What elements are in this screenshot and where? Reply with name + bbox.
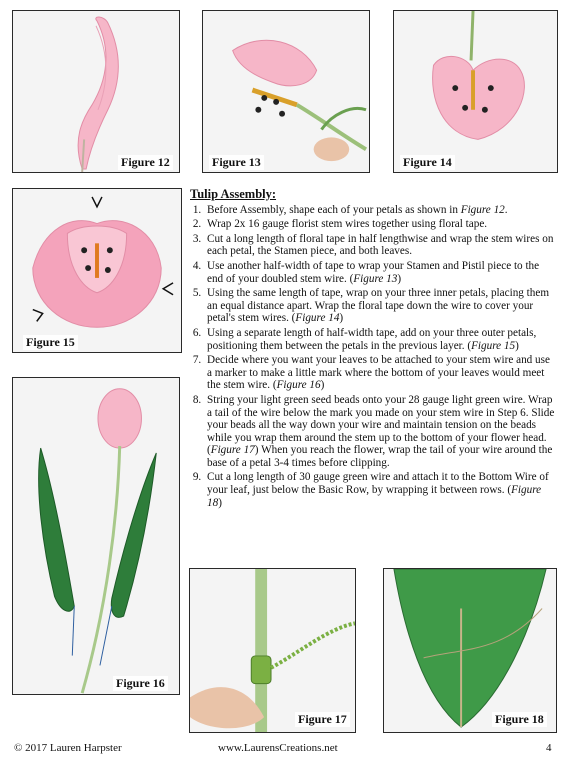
figure-13-caption: Figure 13 [209, 155, 264, 170]
instruction-step [204, 204, 555, 217]
figure-15-photo [12, 188, 182, 353]
section-heading: Tulip Assembly: [190, 187, 277, 201]
instruction-step [204, 471, 555, 509]
figure-15-caption: Figure 15 [23, 335, 78, 350]
figure-14-photo [393, 10, 558, 173]
figure-13-photo [202, 10, 370, 173]
step-text: ) [515, 339, 519, 352]
step-text: String your light green seed beads onto your 28 gauge light green wire. Wrap a tail of the wire below the mark you made on your stem wire in Step 6. Slide your beads all the way down your wire and maintain tension on the beads while you wrap them around the stem up to the bottom of your flower head. ( [207, 393, 555, 457]
step-text: Decide where you want your leaves to be attached to your stem wire and use a marker to make a little mark where the bottom of your leaves would meet the stem wire. ( [207, 354, 550, 392]
figure-16-caption: Figure 16 [113, 676, 168, 691]
figure-reference: Figure 15 [471, 339, 516, 352]
figure-reference: Figure 14 [295, 312, 340, 325]
figure-14-caption: Figure 14 [400, 155, 455, 170]
page-number: 4 [546, 742, 552, 754]
figure-18-caption: Figure 18 [492, 712, 547, 727]
step-text: ) [218, 496, 222, 509]
step-text: Wrap 2x 16 gauge florist stem wires together using floral tape. [207, 218, 488, 231]
leaf-wire-image [384, 569, 556, 732]
step-text: Using a separate length of half-width tape, add on your three outer petals, positioning them between the petals in the previous layer. ( [207, 326, 537, 352]
step-text: ) [339, 312, 344, 325]
assembled-tulip-image [13, 378, 179, 694]
instruction-step [204, 260, 555, 285]
instruction-step [204, 218, 555, 231]
inner-petals-image [394, 11, 557, 172]
instruction-step [204, 394, 555, 470]
assembly-instructions [190, 188, 555, 511]
figure-17-caption: Figure 17 [295, 712, 350, 727]
instruction-step [204, 354, 555, 392]
website-text: www.LaurensCreations.net [218, 742, 338, 754]
figure-16-photo [12, 377, 180, 695]
stamen-assembly-image [203, 11, 369, 172]
figure-reference: Figure 17 [210, 444, 255, 457]
figure-12-caption: Figure 12 [118, 155, 173, 170]
instruction-step [204, 327, 555, 352]
curved-petal-image [13, 11, 179, 172]
bead-wrapping-image [190, 569, 355, 732]
figure-reference: Figure 13 [353, 272, 398, 285]
step-text: Using the same length of tape, wrap on your three inner petals, placing them an equal distance apart. Wrap the floral tape down the wire to cover your petal's stem wires. ( [207, 287, 550, 325]
step-text: ) When you reach the flower, wrap the tail of your wire around the base of a petal 3-4 times before clipping. [207, 444, 553, 469]
outer-petals-image [13, 189, 181, 352]
step-text: Cut a long length of floral tape in half lengthwise and wrap the stem wires on each petal, the Stamen piece, and both leaves. [207, 232, 554, 258]
figure-reference: Figure 18 [207, 484, 542, 509]
step-text: Use another half-width of tape to wrap your Stamen and Pistil piece to the end of your doubled stem wire. ( [207, 259, 540, 285]
step-text: Cut a long length of 30 gauge green wire and attach it to the Bottom Wire of your leaf, just below the Basic Row, by wrapping it between rows. ( [207, 471, 549, 497]
instruction-step [204, 287, 555, 325]
step-text: Before Assembly, shape each of your petals as shown in [207, 203, 461, 216]
figure-18-photo [383, 568, 557, 733]
figure-reference: Figure 12 [460, 203, 505, 216]
figure-reference: Figure 16 [276, 379, 321, 392]
copyright-text: © 2017 Lauren Harpster [14, 742, 122, 754]
figure-17-photo [189, 568, 356, 733]
step-text: ) [397, 272, 402, 285]
steps-list [190, 204, 555, 510]
figure-12-photo [12, 10, 180, 173]
instruction-step [204, 233, 555, 258]
step-text: ) [320, 379, 325, 392]
step-text: . [504, 203, 508, 216]
